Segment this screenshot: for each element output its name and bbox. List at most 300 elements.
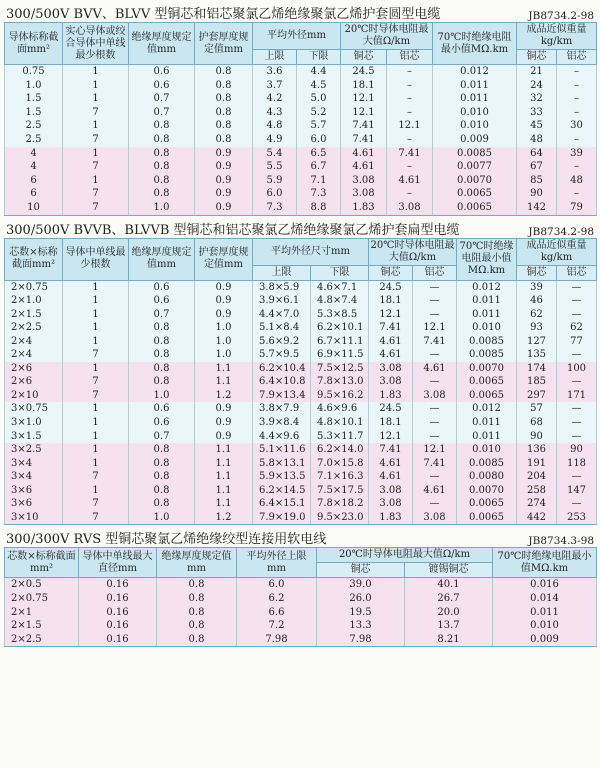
table-cell: 0.0065	[433, 187, 517, 201]
table-cell: 0.0077	[433, 160, 517, 174]
table-cell: 0.9	[195, 187, 253, 201]
table-cell: 3.8×5.9	[253, 280, 311, 294]
table-cell: 204	[517, 470, 557, 484]
table-row	[5, 294, 597, 308]
table-cell: –	[557, 133, 597, 147]
table-row	[5, 402, 597, 416]
table-cell: 442	[517, 511, 557, 525]
table-cell: 7.3	[297, 187, 341, 201]
table-cell: 32	[517, 92, 557, 106]
table-cell: 1	[63, 308, 129, 322]
table-cell: 0.9	[195, 294, 253, 308]
table-cell: 1	[63, 174, 129, 188]
table-cell: 6.4×15.1	[253, 497, 311, 511]
col-header: 绝缘厚度规定值mm	[157, 548, 237, 578]
table-cell: 7.41	[387, 147, 433, 161]
table-cell: 0.7	[129, 92, 195, 106]
table-cell: 13.3	[317, 619, 405, 633]
table-cell: 7	[63, 160, 129, 174]
table-cell: 90	[517, 187, 557, 201]
table-cell: 2×0.75	[5, 280, 63, 294]
table-cell: 1.0	[129, 389, 195, 403]
table-row	[5, 106, 597, 120]
table-cell: 1	[63, 79, 129, 93]
table-cell: 10	[5, 201, 63, 215]
table-cell: 3.9×8.4	[253, 416, 311, 430]
table-cell: 7	[63, 201, 129, 215]
table-cell: —	[413, 375, 457, 389]
table-cell: 7.5×12.5	[311, 362, 369, 376]
table-cell: 3.8×7.9	[253, 402, 311, 416]
table-row	[5, 308, 597, 322]
table-cell: 79	[557, 201, 597, 215]
table-cell: 1.0	[195, 335, 253, 349]
table-cell: 2×6	[5, 375, 63, 389]
sub-header: 铜芯	[369, 265, 413, 280]
table-cell: 0.8	[157, 578, 237, 592]
table-cell: 7.8×13.0	[311, 375, 369, 389]
table-cell: 39	[517, 280, 557, 294]
table-cell: 46	[517, 294, 557, 308]
table-cell: 0.011	[457, 308, 517, 322]
table-cell: 1.1	[195, 443, 253, 457]
table1-title-bar	[4, 0, 596, 22]
table-cell: 0.16	[79, 619, 157, 633]
table-cell: 7	[63, 389, 129, 403]
col-header: 导体中单线最少根数	[63, 238, 129, 280]
table-cell: —	[557, 402, 597, 416]
table-cell: –	[557, 160, 597, 174]
table-cell: 171	[557, 389, 597, 403]
table-cell: 12.1	[341, 106, 387, 120]
table-cell: 12.1	[341, 92, 387, 106]
table-cell: 1	[63, 457, 129, 471]
table-cell: 0.8	[195, 65, 253, 79]
table-cell: 7.1×16.3	[311, 470, 369, 484]
table-cell: 3×10	[5, 511, 63, 525]
table-cell: 7.41	[413, 335, 457, 349]
table-cell: 3.08	[413, 389, 457, 403]
table-cell: 5.3×11.7	[311, 430, 369, 444]
table-cell: 77	[557, 335, 597, 349]
table-cell: 24.5	[341, 65, 387, 79]
sub-header: 铝芯	[557, 50, 597, 65]
table-cell: 127	[517, 335, 557, 349]
table-row	[5, 280, 597, 294]
table-cell: 2×1	[5, 606, 79, 620]
table-cell: 1	[63, 430, 129, 444]
table-cell: 6.2×14.5	[253, 484, 311, 498]
table-cell: 0.8	[129, 484, 195, 498]
table-row	[5, 79, 597, 93]
table-cell: 0.6	[129, 416, 195, 430]
table-cell: 19.5	[317, 606, 405, 620]
table-cell: 0.0065	[433, 201, 517, 215]
table-cell: 7	[63, 187, 129, 201]
table-cell: 6.0	[297, 133, 341, 147]
table-cell: 4.5	[297, 79, 341, 93]
table3	[4, 547, 597, 647]
sub-header: 铜芯	[517, 265, 557, 280]
table-cell: 3.08	[341, 187, 387, 201]
table-cell: 5.5	[253, 160, 297, 174]
table-cell: 90	[557, 443, 597, 457]
table-row	[5, 470, 597, 484]
table-cell: 0.8	[195, 92, 253, 106]
col-header: 芯数×标称截面mm²	[5, 548, 79, 578]
col-header: 绝缘厚度规定值mm	[129, 23, 195, 65]
table-cell: 39.0	[317, 578, 405, 592]
table-cell: 8.21	[405, 633, 493, 647]
table-cell: –	[557, 79, 597, 93]
table-cell: 48	[557, 174, 597, 188]
col-header: 70℃时绝缘电阻最小值MΩ.km	[457, 238, 517, 280]
table-cell: 5.0	[297, 92, 341, 106]
table-cell: 1.0	[195, 348, 253, 362]
table-cell: 0.8	[157, 606, 237, 620]
col-header: 护套厚度规定值mm	[195, 23, 253, 65]
table-cell: 0.8	[129, 362, 195, 376]
table-cell: 2×2.5	[5, 633, 79, 647]
table-cell: 1.83	[369, 389, 413, 403]
table-cell: 1	[63, 402, 129, 416]
table-cell: 6.0	[253, 187, 297, 201]
table-cell: 6.2×10.4	[253, 362, 311, 376]
table-cell: 0.011	[457, 294, 517, 308]
table-cell: 3.08	[387, 201, 433, 215]
table-row	[5, 348, 597, 362]
table-cell: 6.2×14.0	[311, 443, 369, 457]
table-cell: 12.1	[387, 119, 433, 133]
table-cell: 7	[63, 348, 129, 362]
table-cell: 4.9	[253, 133, 297, 147]
table-cell: 5.3×8.5	[311, 308, 369, 322]
table-cell: 4	[5, 147, 63, 161]
table-cell: 9.5×23.0	[311, 511, 369, 525]
table-cell: —	[557, 430, 597, 444]
table-cell: 0.0065	[457, 389, 517, 403]
table-row	[5, 497, 597, 511]
table-cell: 6.2×10.1	[311, 321, 369, 335]
table-cell: 64	[517, 147, 557, 161]
table-cell: 5.9×13.5	[253, 470, 311, 484]
table-cell: —	[413, 308, 457, 322]
table-cell: 6.2	[237, 592, 317, 606]
table-cell: 1	[63, 147, 129, 161]
col-header: 成品近似重量kg/km	[517, 23, 597, 50]
table-cell: 3.08	[369, 362, 413, 376]
table-cell: 253	[557, 511, 597, 525]
table-cell: 0.8	[195, 133, 253, 147]
table-cell: 7.98	[237, 633, 317, 647]
table-cell: 0.0070	[457, 362, 517, 376]
table-cell: 24.5	[369, 402, 413, 416]
table-cell: 67	[517, 160, 557, 174]
col-header: 护套厚度规定值mm	[195, 238, 253, 280]
table-cell: 0.0080	[457, 470, 517, 484]
table-cell: 5.7×9.5	[253, 348, 311, 362]
table-cell: 2×0.5	[5, 578, 79, 592]
table-cell: 2×1.5	[5, 619, 79, 633]
table-cell: 0.8	[157, 633, 237, 647]
table-cell: —	[557, 348, 597, 362]
table-cell: 7.5×17.5	[311, 484, 369, 498]
table2-title-bar	[4, 216, 596, 238]
table2-standard: JB8734.2-98	[528, 225, 594, 238]
table-cell: 3×1.5	[5, 430, 63, 444]
table-cell: 2×1.0	[5, 294, 63, 308]
table1	[4, 22, 597, 216]
table-cell: 26.0	[317, 592, 405, 606]
table-cell: 7.98	[317, 633, 405, 647]
table-cell: 0.0065	[457, 375, 517, 389]
table-cell: 0.6	[129, 294, 195, 308]
table-cell: 1.1	[195, 497, 253, 511]
table-cell: 7.41	[369, 321, 413, 335]
table-cell: 7.41	[341, 119, 387, 133]
table-cell: 0.0085	[457, 348, 517, 362]
table-cell: 7.41	[413, 457, 457, 471]
table-cell: 0.9	[195, 308, 253, 322]
table-cell: 1.1	[195, 470, 253, 484]
table-cell: 4.61	[369, 457, 413, 471]
table-cell: 3×0.75	[5, 402, 63, 416]
table-cell: 8.8	[297, 201, 341, 215]
table-cell: 57	[517, 402, 557, 416]
table-cell: 7	[63, 375, 129, 389]
table-cell: 93	[517, 321, 557, 335]
table-cell: 7	[63, 133, 129, 147]
table-cell: 0.010	[433, 106, 517, 120]
sub-header: 铝芯	[413, 265, 457, 280]
table-cell: 0.011	[433, 92, 517, 106]
table-cell: 1.83	[341, 201, 387, 215]
table-row	[5, 174, 597, 188]
table-cell: 3.08	[341, 174, 387, 188]
table-cell: 62	[517, 308, 557, 322]
sub-header: 镀锡铜芯	[405, 563, 493, 578]
table3-standard: JB8734.3-98	[528, 535, 594, 548]
table-cell: 0.009	[493, 633, 597, 647]
table-row	[5, 484, 597, 498]
table-cell: 4.2	[253, 92, 297, 106]
table-cell: 3.7	[253, 79, 297, 93]
table-cell: —	[413, 497, 457, 511]
table-cell: 18.1	[369, 294, 413, 308]
table-cell: 0.9	[195, 160, 253, 174]
table-cell: 7.0×15.8	[311, 457, 369, 471]
table-cell: 7	[63, 511, 129, 525]
table-cell: 48	[517, 133, 557, 147]
table-cell: 1.0	[195, 321, 253, 335]
table-cell: 0.16	[79, 633, 157, 647]
table-row	[5, 362, 597, 376]
table-cell: 3×4	[5, 470, 63, 484]
table-cell: 0.16	[79, 592, 157, 606]
table-cell: 0.8	[129, 119, 195, 133]
table-cell: 3×6	[5, 497, 63, 511]
table-cell: 0.8	[129, 147, 195, 161]
table-cell: 4.61	[369, 348, 413, 362]
table-row	[5, 65, 597, 79]
table-cell: 0.8	[157, 619, 237, 633]
table-cell: 7.9×19.0	[253, 511, 311, 525]
col-header: 平均外径尺寸mm	[253, 238, 369, 265]
col-header: 70℃时绝缘电阻最小值MΩ.km	[433, 23, 517, 65]
table-row	[5, 619, 597, 633]
table-cell: 0.011	[457, 430, 517, 444]
sub-header: 上限	[253, 50, 297, 65]
table-cell: 0.6	[129, 402, 195, 416]
table-cell: 5.1×8.4	[253, 321, 311, 335]
table-cell: 4.61	[341, 160, 387, 174]
table3-title: 300/300V RVS 型铜芯聚氯乙烯绝缘绞型连接用软电线	[6, 532, 327, 548]
table-cell: 0.014	[493, 592, 597, 606]
table-cell: 0.8	[129, 187, 195, 201]
table-cell: 0.010	[433, 119, 517, 133]
table-cell: 45	[517, 119, 557, 133]
table-cell: 0.011	[457, 416, 517, 430]
col-header: 导体中单线最大直径mm	[79, 548, 157, 578]
table-cell: 0.8	[129, 335, 195, 349]
sub-header: 下限	[311, 265, 369, 280]
table-row	[5, 321, 597, 335]
table-cell: –	[387, 92, 433, 106]
table-cell: 1	[63, 443, 129, 457]
table-cell: 0.9	[195, 430, 253, 444]
col-header: 20℃时导体电阻最大值Ω/km	[317, 548, 493, 563]
table-cell: 85	[517, 174, 557, 188]
table-row	[5, 119, 597, 133]
table-cell: 7	[63, 106, 129, 120]
table-cell: 0.75	[5, 65, 63, 79]
table-cell: 1	[63, 321, 129, 335]
col-header: 绝缘厚度规定值mm	[129, 238, 195, 280]
table-cell: 0.8	[157, 592, 237, 606]
table-cell: 0.011	[493, 606, 597, 620]
col-header: 70℃时绝缘电阻最小值MΩ.km	[493, 548, 597, 578]
table-cell: 0.0065	[457, 511, 517, 525]
table-cell: 1.2	[195, 511, 253, 525]
table-cell: 68	[517, 416, 557, 430]
sub-header: 上限	[253, 265, 311, 280]
table-cell: —	[557, 280, 597, 294]
table-row	[5, 147, 597, 161]
table-cell: 6.7×11.1	[311, 335, 369, 349]
table-cell: 174	[517, 362, 557, 376]
table-cell: 0.012	[433, 65, 517, 79]
table-cell: 26.7	[405, 592, 493, 606]
table-cell: 147	[557, 484, 597, 498]
table-cell: 0.8	[129, 174, 195, 188]
table-cell: 7.2	[237, 619, 317, 633]
table-cell: 0.8	[129, 160, 195, 174]
table-cell: 3×2.5	[5, 443, 63, 457]
table-cell: –	[387, 133, 433, 147]
col-header: 平均外径mm	[253, 23, 341, 50]
table-cell: 0.0070	[433, 174, 517, 188]
table-cell: —	[413, 416, 457, 430]
table-cell: 4.8	[253, 119, 297, 133]
table-cell: 7	[63, 497, 129, 511]
table-cell: 0.012	[457, 402, 517, 416]
table-cell: 4.6×9.6	[311, 402, 369, 416]
table-cell: 7.3	[253, 201, 297, 215]
table-cell: —	[557, 470, 597, 484]
table-cell: 4.4×9.6	[253, 430, 311, 444]
table-row	[5, 416, 597, 430]
table-cell: 6.4×10.8	[253, 375, 311, 389]
table-cell: 5.2	[297, 106, 341, 120]
col-header: 实心导体或绞合导体中单线最少根数	[63, 23, 129, 65]
table-row	[5, 592, 597, 606]
table-cell: 0.0065	[457, 497, 517, 511]
table-cell: 0.7	[129, 430, 195, 444]
table-cell: —	[413, 470, 457, 484]
table-cell: 0.8	[129, 321, 195, 335]
table-cell: 3×4	[5, 457, 63, 471]
table-cell: –	[557, 187, 597, 201]
table-cell: 7.8×18.2	[311, 497, 369, 511]
table-cell: 136	[517, 443, 557, 457]
table1-body	[5, 65, 597, 216]
table-cell: 1.2	[195, 389, 253, 403]
table-cell: 1	[63, 119, 129, 133]
table-row	[5, 92, 597, 106]
table-cell: 1.0	[129, 511, 195, 525]
sub-header: 铜芯	[517, 50, 557, 65]
table-cell: –	[387, 79, 433, 93]
table-cell: 1	[63, 65, 129, 79]
table-cell: 6	[5, 174, 63, 188]
sub-header: 铜芯	[341, 50, 387, 65]
table-cell: 0.16	[79, 578, 157, 592]
table-cell: 4.4	[297, 65, 341, 79]
table-cell: 1.1	[195, 457, 253, 471]
sub-header: 铜芯	[317, 563, 405, 578]
table-cell: 0.16	[79, 606, 157, 620]
table-cell: 12.1	[413, 443, 457, 457]
table-cell: 100	[557, 362, 597, 376]
table-cell: 297	[517, 389, 557, 403]
table-cell: 2×10	[5, 389, 63, 403]
table-cell: 4.61	[369, 335, 413, 349]
table-cell: 0.6	[129, 280, 195, 294]
table-cell: 4.3	[253, 106, 297, 120]
table-cell: 1.0	[129, 201, 195, 215]
table-cell: 13.7	[405, 619, 493, 633]
table2-title: 300/500V BVVB、BLVVB 型铜芯和铝芯聚氯乙烯绝缘聚氯乙烯护套扁型电缆	[6, 222, 460, 238]
table-cell: 4	[5, 160, 63, 174]
table-cell: —	[557, 308, 597, 322]
table-cell: 7.9×13.4	[253, 389, 311, 403]
table-cell: –	[557, 65, 597, 79]
table-cell: 0.0085	[433, 147, 517, 161]
table-cell: 0.9	[195, 402, 253, 416]
table-cell: 2×0.75	[5, 592, 79, 606]
table-cell: 0.016	[493, 578, 597, 592]
table-cell: 7.1	[297, 174, 341, 188]
col-header: 20℃时导体电阻最大值Ω/km	[369, 238, 457, 265]
table-row	[5, 133, 597, 147]
table-cell: 185	[517, 375, 557, 389]
col-header: 导体标称截面mm²	[5, 23, 63, 65]
table-cell: 0.6	[129, 79, 195, 93]
table-cell: 6.7	[297, 160, 341, 174]
table-cell: 0.6	[129, 65, 195, 79]
table3-body	[5, 578, 597, 647]
table-cell: 4.4×7.0	[253, 308, 311, 322]
